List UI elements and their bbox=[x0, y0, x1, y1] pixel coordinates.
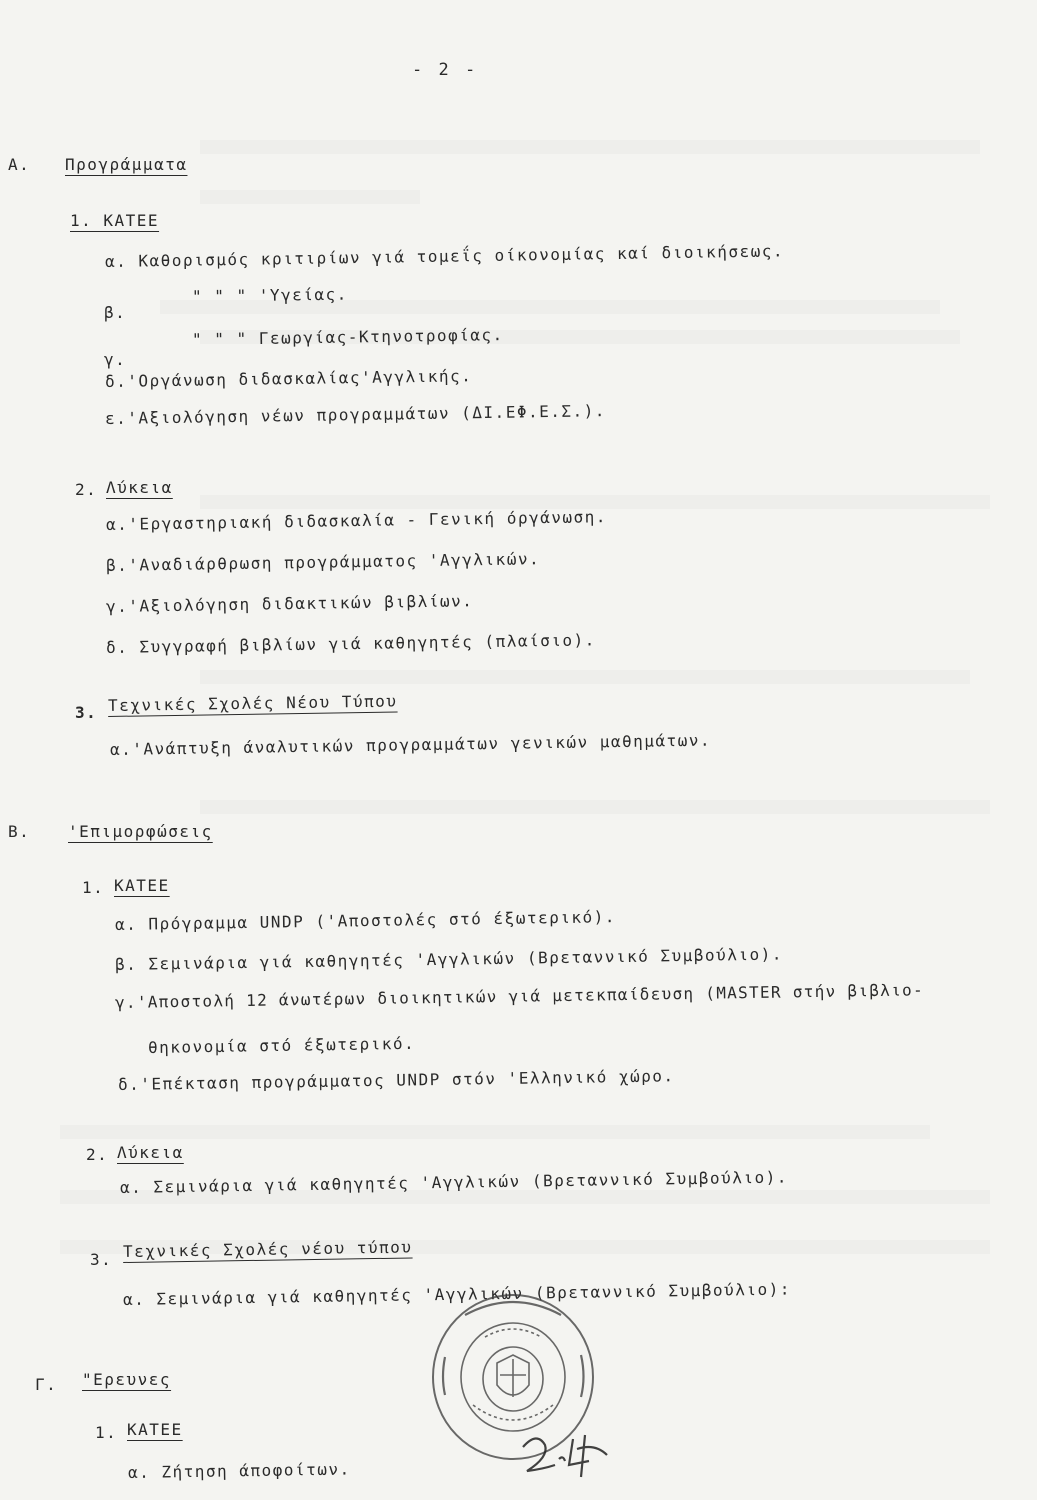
b1-title: ΚΑΤΕΕ bbox=[114, 876, 170, 895]
handwritten-signature bbox=[515, 1425, 615, 1485]
page-number: - 2 - bbox=[412, 60, 479, 80]
a2-item-b: β.'Αναδιάρθρωση προγράμματος 'Αγγλικών. bbox=[105, 549, 541, 575]
b1-item-c: γ.'Αποστολή 12 άνωτέρων διοικητικών γιά μετεκπαίδευση (MASTER στήν βιβλιο- bbox=[114, 980, 925, 1012]
a3-title: Τεχνικές Σχολές Νέου Τύπου bbox=[107, 691, 398, 715]
g1-item-a: α. Ζήτηση άποφοίτων. bbox=[127, 1459, 351, 1482]
section-letter-a: Α. bbox=[8, 155, 31, 174]
a2-num: 2. bbox=[75, 480, 98, 499]
a1-item-c-marker: γ. bbox=[104, 350, 127, 369]
a2-item-c: γ.'Αξιολόγηση διδακτικών βιβλίων. bbox=[105, 591, 474, 616]
g1-num: 1. bbox=[95, 1423, 118, 1442]
b1-num: 1. bbox=[82, 878, 105, 897]
b2-title: Λύκεια bbox=[117, 1143, 184, 1162]
section-letter-g: Γ. bbox=[35, 1375, 58, 1394]
b1-item-a: α. Πρόγραμμα UNDP ('Αποστολές στό έξωτερικό). bbox=[114, 907, 617, 934]
b1-item-d: δ.'Επέκταση προγράμματος UNDP στόν 'Ελληνικό χώρο. bbox=[117, 1066, 675, 1094]
b2-item-a: α. Σεμινάρια γιά καθηγητές 'Αγγλικών (Βρεταννικό Συμβούλιο). bbox=[119, 1167, 789, 1197]
b2-num: 2. bbox=[86, 1145, 109, 1164]
a3-item-a: α.'Ανάπτυξη άναλυτικών προγραμμάτων γενικών μαθημάτων. bbox=[109, 730, 712, 759]
a1-item-b-marker: β. bbox=[104, 303, 127, 322]
b3-item-a: α. Σεμινάρια γιά καθηγητές 'Αγγλικών (Βρεταννικό Συμβούλιο): bbox=[122, 1279, 792, 1309]
g1-title: ΚΑΤΕΕ bbox=[127, 1420, 183, 1439]
section-title-b: 'Επιμορφώσεις bbox=[68, 822, 213, 841]
b1-item-c-cont: θηκονομία στό έξωτερικό. bbox=[147, 1033, 416, 1057]
a2-item-a: α.'Εργαστηριακή διδασκαλία - Γενική όργάνωση. bbox=[105, 507, 608, 534]
a1-item-d: δ.'Οργάνωση διδασκαλίας'Αγγλικής. bbox=[104, 366, 473, 391]
section-title-g: "Ερευνες bbox=[82, 1370, 172, 1389]
a2-item-d: δ. Συγγραφή βιβλίων γιά καθηγητές (πλαίσιο). bbox=[105, 630, 596, 657]
a1-item-c-text: " " " Γεωργίας-Κτηνοτροφίας. bbox=[191, 325, 504, 349]
b1-item-b: β. Σεμινάρια γιά καθηγητές 'Αγγλικών (Βρεταννικό Συμβούλιο). bbox=[114, 944, 784, 974]
a1-item-a: α. Καθορισμός κριτιρίων γιά τομεΐς οίκονομίας καί διοικήσεως. bbox=[104, 241, 785, 271]
a1-item-b-text: " " " 'Υγείας. bbox=[191, 284, 348, 306]
a1-item-e: ε.'Αξιολόγηση νέων προγραμμάτων (ΔΙ.ΕΦ.Ε.Σ.). bbox=[104, 401, 607, 428]
a1-title: 1. ΚΑΤΕΕ bbox=[70, 211, 160, 230]
a3-num: 3. bbox=[75, 703, 98, 722]
b3-title: Τεχνικές Σχολές νέου τύπου bbox=[122, 1237, 413, 1261]
a2-title: Λύκεια bbox=[106, 478, 173, 497]
section-letter-b: Β. bbox=[8, 822, 31, 841]
section-title-a: Προγράμματα bbox=[65, 155, 188, 174]
b3-num: 3. bbox=[90, 1250, 113, 1269]
